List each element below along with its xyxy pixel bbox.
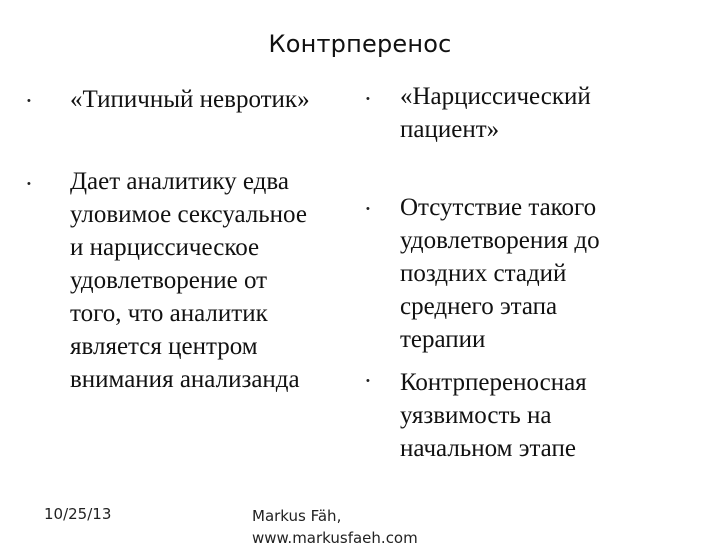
author-website: www.markusfaeh.com [252,529,418,547]
text-line: «Типичный невротик» [70,86,310,113]
text-line: среднего этапа [400,293,558,320]
text-line: «Нарциссический [400,83,591,110]
text-line: начальном этапе [400,435,576,462]
right-item-absence-of-satisfaction [400,191,600,356]
text-line: пациент» [400,116,500,143]
slide-title: Контрперенос [268,30,452,58]
bullet-icon: • [366,203,370,215]
text-line: Контрпереносная [400,369,587,396]
left-item-description [70,165,307,396]
text-line: уловимое сексуальное [70,201,307,228]
bullet-icon: • [366,93,370,105]
right-item-countertransference-vulnerability [400,366,587,465]
text-line: терапии [400,326,486,353]
author-name: Markus Fäh, [252,507,342,525]
text-line: уязвимость на [400,402,552,429]
footer-date: 10/25/13 [44,505,112,523]
text-line: внимания анализанда [70,366,300,393]
bullet-icon: • [366,375,370,387]
text-line: удовлетворение от [70,267,268,294]
text-line: удовлетворения до [400,227,600,254]
text-line: Дает аналитику едва [70,168,289,195]
text-line: является центром [70,333,258,360]
text-line: поздних стадий [400,260,567,287]
left-item-typical-neurotic [70,83,310,116]
text-line: Отсутствие такого [400,194,597,221]
text-line: того, что аналитик [70,300,268,327]
footer-author [252,505,418,549]
right-item-narcissistic-patient [400,80,591,146]
bullet-icon: • [27,95,31,107]
text-line: и нарциссическое [70,234,260,261]
bullet-icon: • [27,178,31,190]
